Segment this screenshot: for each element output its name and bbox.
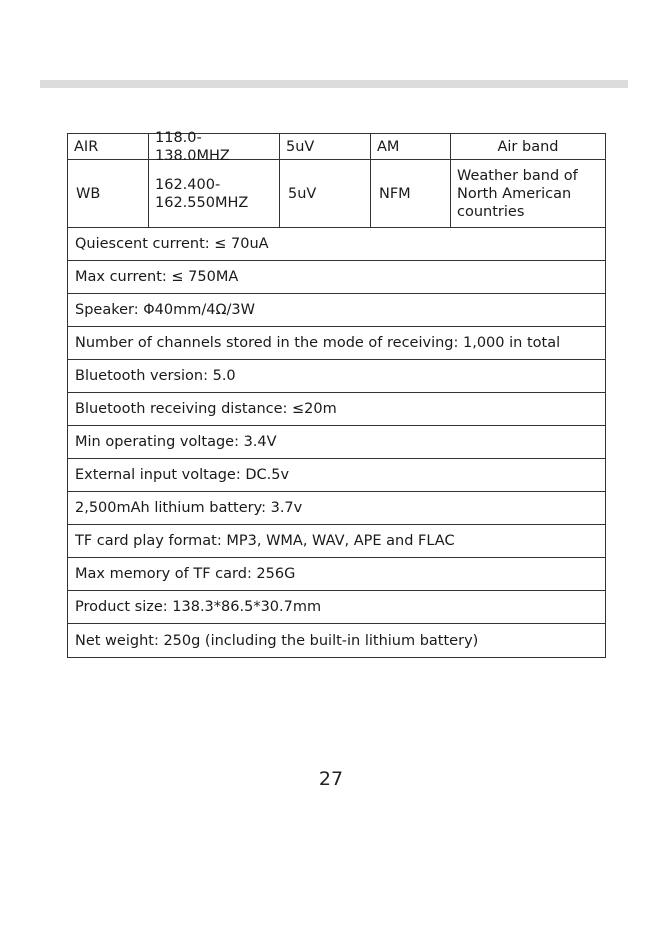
- page-number: 27: [318, 768, 344, 790]
- spec-max-current: Max current: ≤ 750MA: [68, 261, 605, 294]
- band-note: Weather band of North American countries: [457, 167, 578, 220]
- band-sensitivity: 5uV: [280, 134, 371, 159]
- spec-speaker: Speaker: Φ40mm/4Ω/3W: [68, 294, 605, 327]
- band-sensitivity: 5uV: [280, 160, 371, 227]
- spec-bluetooth-version: Bluetooth version: 5.0: [68, 360, 605, 393]
- band-note: Air band: [497, 138, 559, 155]
- spec-min-voltage: Min operating voltage: 3.4V: [68, 426, 605, 459]
- band-mode: AM: [371, 134, 451, 159]
- band-name: AIR: [68, 134, 149, 159]
- band-frequency: 162.400- 162.550MHZ: [149, 160, 280, 227]
- spec-tf-format: TF card play format: MP3, WMA, WAV, APE and FLAC: [68, 525, 605, 558]
- spec-product-size: Product size: 138.3*86.5*30.7mm: [68, 591, 605, 624]
- spec-quiescent-current: Quiescent current: ≤ 70uA: [68, 228, 605, 261]
- header-divider: [40, 80, 628, 88]
- spec-table: [67, 129, 606, 658]
- band-mode: NFM: [371, 160, 451, 227]
- spec-battery: 2,500mAh lithium battery: 3.7v: [68, 492, 605, 525]
- spec-channels-stored: Number of channels stored in the mode of receiving: 1,000 in total: [68, 327, 605, 360]
- spec-net-weight: Net weight: 250g (including the built-in lithium battery): [75, 632, 479, 649]
- band-frequency: 118.0-138.0MHZ: [149, 134, 280, 159]
- spec-bluetooth-distance: Bluetooth receiving distance: ≤20m: [68, 393, 605, 426]
- band-row-air: [68, 129, 605, 164]
- spec-tf-memory: Max memory of TF card: 256G: [68, 558, 605, 591]
- band-name: WB: [68, 160, 149, 227]
- spec-input-voltage: External input voltage: DC.5v: [68, 459, 605, 492]
- band-row-wb: [68, 160, 605, 228]
